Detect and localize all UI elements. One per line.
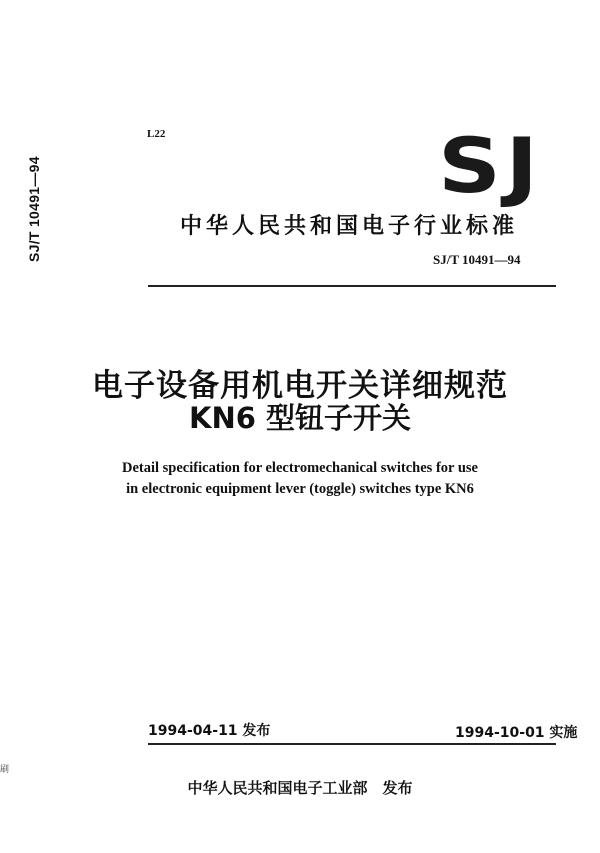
standard-number: SJ/T 10491—94 xyxy=(433,252,521,267)
implementation-date: 1994-10-01 实施 xyxy=(455,725,578,741)
document-title-cn: 电子设备用机电开关详细规范 xyxy=(92,368,508,404)
header-divider xyxy=(148,285,556,287)
title-en-line-2: in electronic equipment lever (toggle) switches type KN6 xyxy=(126,481,474,497)
title-en-line-1: Detail specification for electromechanical switches for use xyxy=(122,460,478,476)
publisher: 中华人民共和国电子工业部 发布 xyxy=(187,779,413,797)
side-standard-code: SJ/T 10491—94 xyxy=(26,156,42,262)
standard-title: 中华人民共和国电子行业标准 xyxy=(180,214,519,239)
classification-code: L22 xyxy=(147,128,166,140)
document-subtitle-cn: KN6 型钮子开关 xyxy=(188,401,412,435)
issue-date: 1994-04-11 发布 xyxy=(148,723,271,739)
margin-mark: 刷 xyxy=(0,765,10,775)
document-title-en xyxy=(0,458,600,500)
footer-divider xyxy=(148,743,556,745)
sj-logo: SJ xyxy=(438,121,543,210)
